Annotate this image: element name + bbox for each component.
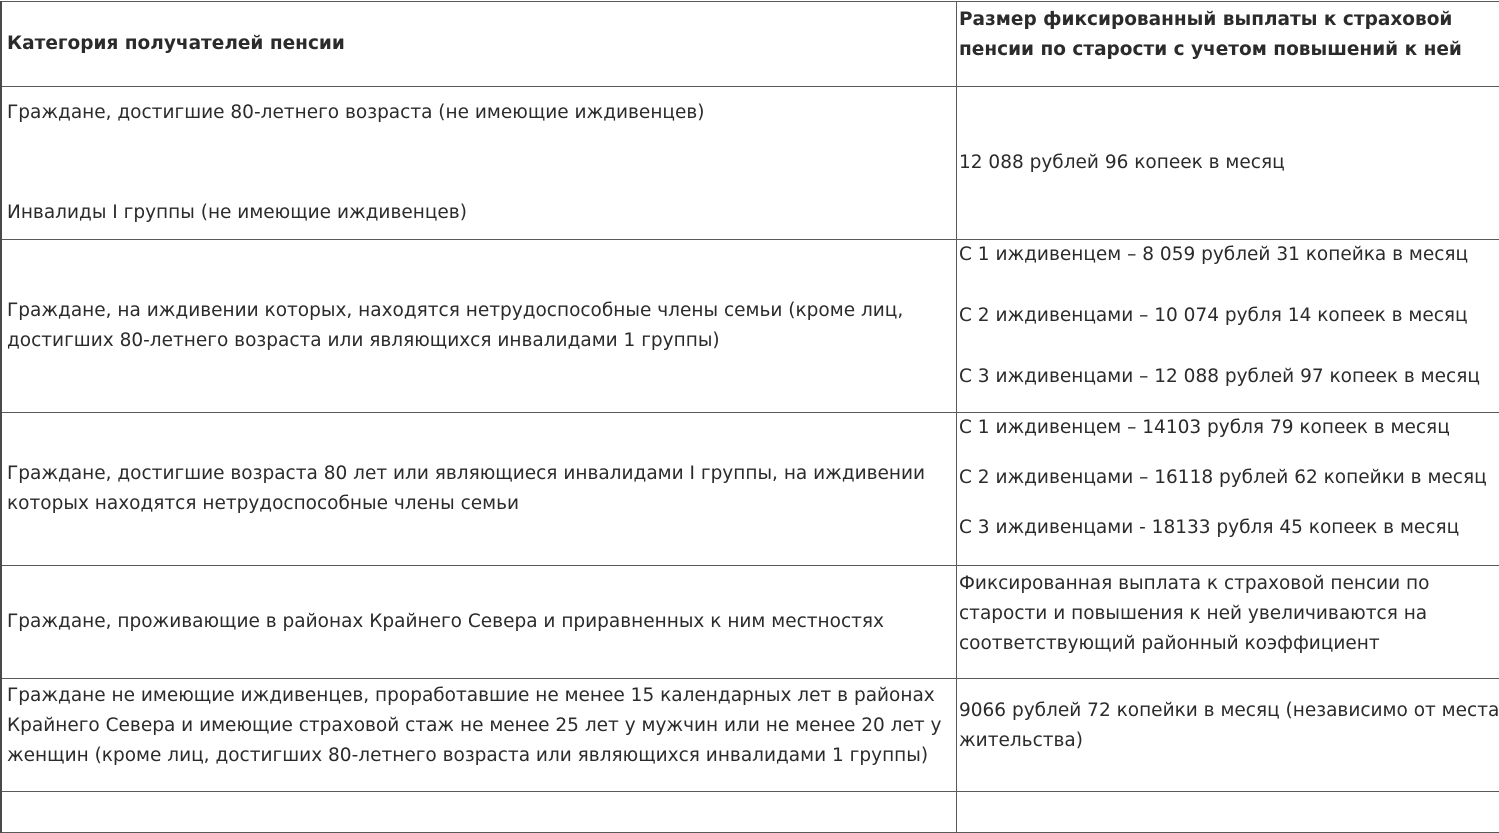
table-row: [1, 87, 1499, 240]
pension-table: [0, 1, 1499, 833]
category-text: Граждане не имеющие иждивенцев, проработавшие не менее 15 календарных лет в районах Крайнего Севера и имеющие страховой стаж не менее 25 лет у мужчин или не менее 20 лет у женщин (кроме лиц, достигших 80-летнего возраста или являющихся инвалидами 1 группы): [7, 681, 956, 771]
amount-text: С 1 иждивенцем – 14103 рубля 79 копеек в месяц: [959, 413, 1499, 443]
table-row: [1, 413, 1499, 566]
table-row: [1, 792, 1499, 833]
amount-cell: [957, 566, 1499, 679]
category-cell: [1, 566, 957, 679]
category-text: Инвалиды I группы (не имеющие иждивенцев): [7, 198, 956, 228]
amount-cell: [957, 240, 1499, 413]
category-text: Граждане, на иждивении которых, находятся нетрудоспособные члены семьи (кроме лиц, достигших 80-летнего возраста или являющихся инвалидами 1 группы): [7, 296, 956, 356]
amount-text: С 3 иждивенцами – 12 088 рублей 97 копеек в месяц: [959, 362, 1499, 392]
category-text: Граждане, достигшие возраста 80 лет или являющиеся инвалидами I группы, на иждивении которых находятся нетрудоспособные члены семьи: [7, 459, 956, 519]
category-cell: [1, 413, 957, 566]
table-row: [1, 566, 1499, 679]
category-cell: [1, 240, 957, 413]
amount-text: 12 088 рублей 96 копеек в месяц: [959, 148, 1499, 178]
category-text: Граждане, достигшие 80-летнего возраста (не имеющие иждивенцев): [7, 98, 956, 128]
amount-text: С 2 иждивенцами – 10 074 рубля 14 копеек в месяц: [959, 301, 1499, 331]
header-amount: Размер фиксированный выплаты к страховой пенсии по старости с учетом повышений к ней: [957, 2, 1499, 87]
table-header-row: [1, 2, 1499, 87]
amount-text: С 1 иждивенцем – 8 059 рублей 31 копейка в месяц: [959, 240, 1499, 270]
category-cell: [1, 679, 957, 792]
amount-text: 9066 рублей 72 копейки в месяц (независимо от места жительства): [959, 696, 1499, 756]
amount-text: Фиксированная выплата к страховой пенсии по старости и повышения к ней увеличиваются на соответствующий районный коэффициент: [959, 569, 1499, 659]
header-category: Категория получателей пенсии: [1, 2, 957, 87]
amount-cell: [957, 87, 1499, 240]
table-row: [1, 240, 1499, 413]
amount-cell: [957, 413, 1499, 566]
category-cell: [1, 792, 957, 833]
amount-text: С 2 иждивенцами – 16118 рублей 62 копейки в месяц: [959, 463, 1499, 493]
category-cell: [1, 87, 957, 240]
amount-cell: [957, 792, 1499, 833]
amount-cell: [957, 679, 1499, 792]
category-text: Граждане, проживающие в районах Крайнего Севера и приравненных к ним местностях: [7, 607, 956, 637]
amount-text: С 3 иждивенцами - 18133 рубля 45 копеек в месяц: [959, 513, 1499, 543]
table-row: [1, 679, 1499, 792]
